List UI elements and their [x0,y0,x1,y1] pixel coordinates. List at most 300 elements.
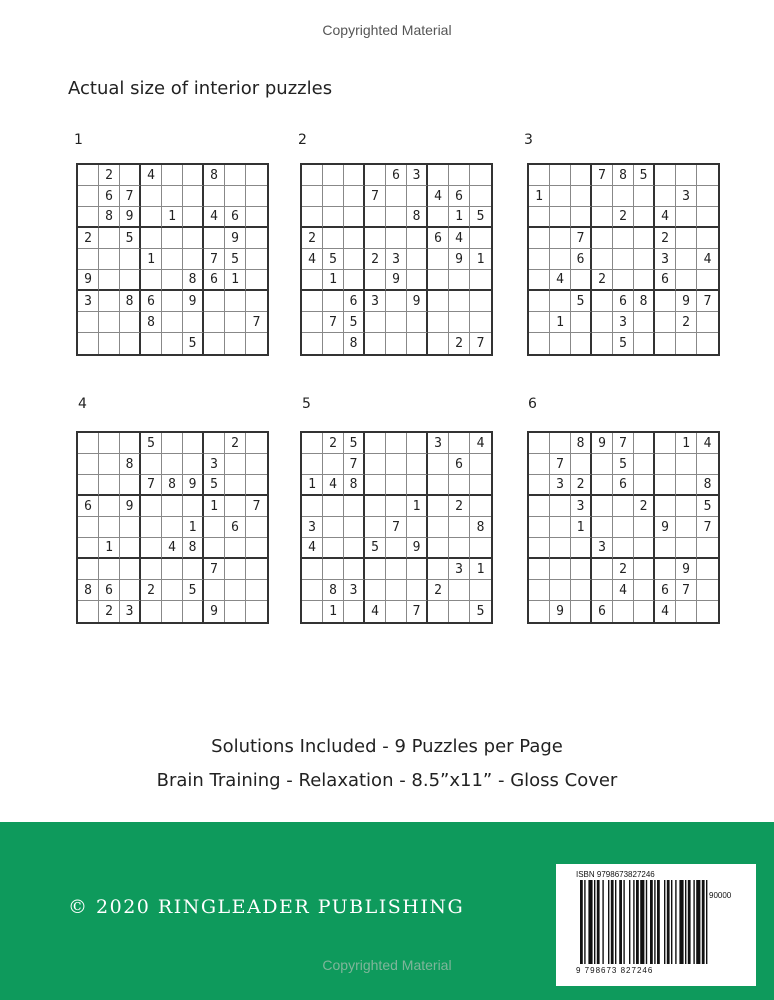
sudoku-cell [634,249,655,270]
sudoku-cell [592,228,613,249]
sudoku-cell [344,186,365,207]
sudoku-cell: 1 [183,517,204,538]
sudoku-cell [120,475,141,496]
sudoku-cell [99,312,120,333]
sudoku-cell [323,207,344,228]
sudoku-cell: 4 [162,538,183,559]
sudoku-cell [550,559,571,580]
sudoku-cell [246,517,267,538]
sudoku-cell: 2 [99,165,120,186]
sudoku-cell [655,186,676,207]
sudoku-cell [183,559,204,580]
sudoku-cell [246,454,267,475]
sudoku-cell [99,559,120,580]
barcode-bar [580,880,583,964]
sudoku-cell [634,559,655,580]
sudoku-cell: 3 [655,249,676,270]
sudoku-cell: 9 [676,291,697,312]
sudoku-cell [697,454,718,475]
sudoku-cell: 6 [386,165,407,186]
sudoku-cell [204,312,225,333]
puzzle-number: 5 [302,396,311,412]
sudoku-cell [344,249,365,270]
barcode-bar [633,880,634,964]
sudoku-cell [529,333,550,354]
sudoku-cell: 5 [613,333,634,354]
sudoku-cell [470,538,491,559]
sudoku-cell [697,228,718,249]
sudoku-cell [99,333,120,354]
sudoku-cell [550,517,571,538]
sudoku-cell [365,496,386,517]
sudoku-cell [78,165,99,186]
sudoku-cell: 5 [344,312,365,333]
barcode-bar [664,880,665,964]
sudoku-cell [302,291,323,312]
sudoku-cell [204,433,225,454]
sudoku-cell: 1 [99,538,120,559]
sudoku-cell [302,580,323,601]
sudoku-cell [204,333,225,354]
sudoku-cell [550,433,571,454]
sudoku-cell [365,165,386,186]
sudoku-cell [676,517,697,538]
sudoku-cell [78,475,99,496]
sudoku-cell: 4 [613,580,634,601]
sudoku-cell [697,333,718,354]
sudoku-cell: 3 [386,249,407,270]
sudoku-cell [529,559,550,580]
sudoku-cell: 9 [386,270,407,291]
sudoku-cell: 9 [183,475,204,496]
sudoku-cell: 1 [449,207,470,228]
sudoku-cell [162,249,183,270]
sudoku-cell: 8 [634,291,655,312]
sudoku-cell [449,291,470,312]
sudoku-cell: 5 [323,249,344,270]
sudoku-cell [344,601,365,622]
sudoku-cell [613,186,634,207]
sudoku-cell [697,207,718,228]
sudoku-cell [365,454,386,475]
sudoku-cell [634,475,655,496]
sudoku-cell [407,312,428,333]
sudoku-cell [449,517,470,538]
sudoku-cell [204,291,225,312]
barcode-bar [657,880,660,964]
sudoku-cell: 1 [529,186,550,207]
sudoku-cell [120,538,141,559]
barcode-bar [608,880,609,964]
sudoku-cell [571,601,592,622]
sudoku-cell [78,312,99,333]
sudoku-cell [592,312,613,333]
sudoku-cell [246,333,267,354]
sudoku-cell [655,333,676,354]
sudoku-cell [676,496,697,517]
sudoku-cell [344,270,365,291]
sudoku-cell: 8 [407,207,428,228]
barcode-bar [640,880,644,964]
sudoku-cell: 5 [365,538,386,559]
sudoku-cell [428,207,449,228]
sudoku-cell: 2 [449,496,470,517]
sudoku-cell [407,454,428,475]
sudoku-cell: 2 [323,433,344,454]
sudoku-cell: 7 [676,580,697,601]
sudoku-cell [697,186,718,207]
isbn-label: ISBN 9798673827246 [576,870,655,879]
sudoku-cell: 2 [99,601,120,622]
sudoku-cell [529,249,550,270]
sudoku-cell [470,580,491,601]
sudoku-cell [386,333,407,354]
sudoku-cell [141,207,162,228]
sudoku-cell [120,333,141,354]
sudoku-cell [571,559,592,580]
sudoku-cell: 6 [655,580,676,601]
sudoku-cell: 7 [571,228,592,249]
sudoku-cell [302,207,323,228]
sudoku-cell [592,496,613,517]
sudoku-cell [407,249,428,270]
sudoku-cell [99,228,120,249]
sudoku-cell: 4 [470,433,491,454]
sudoku-cell [470,291,491,312]
sudoku-cell [225,165,246,186]
sudoku-cell [634,601,655,622]
sudoku-cell [529,580,550,601]
sudoku-cell [365,270,386,291]
sudoku-cell [141,270,162,291]
sudoku-cell: 9 [78,270,99,291]
barcode-bar [584,880,585,964]
sudoku-cell: 2 [634,496,655,517]
sudoku-cell [613,601,634,622]
sudoku-cell [246,291,267,312]
barcode-bar [629,880,630,964]
sudoku-cell [323,454,344,475]
puzzle-number: 4 [78,396,87,412]
barcode-addon-label: 90000 [709,891,732,900]
barcode-bar [602,880,603,964]
sudoku-cell [571,186,592,207]
sudoku-cell [449,312,470,333]
sudoku-cell [571,165,592,186]
sudoku-cell [550,580,571,601]
sudoku-cell [78,186,99,207]
sudoku-cell [407,559,428,580]
sudoku-cell: 6 [655,270,676,291]
sudoku-cell [550,333,571,354]
barcode-bar [706,880,707,964]
sudoku-cell: 6 [449,454,470,475]
sudoku-cell [323,496,344,517]
sudoku-cell: 7 [246,312,267,333]
sudoku-cell [407,475,428,496]
sudoku-cell [225,312,246,333]
sudoku-cell [120,270,141,291]
sudoku-cell [470,454,491,475]
sudoku-cell [365,559,386,580]
sudoku-cell [592,207,613,228]
sudoku-cell: 2 [449,333,470,354]
sudoku-cell [634,433,655,454]
sudoku-cell: 1 [225,270,246,291]
sudoku-cell [246,270,267,291]
sudoku-cell [78,333,99,354]
sudoku-cell [529,538,550,559]
sudoku-grid-6 [527,431,720,624]
sudoku-cell [204,186,225,207]
sudoku-cell: 9 [204,601,225,622]
sudoku-cell: 1 [204,496,225,517]
barcode-bar [667,880,670,964]
sudoku-cell [183,165,204,186]
barcode-bars [580,880,750,964]
sudoku-cell [571,454,592,475]
sudoku-cell: 9 [183,291,204,312]
sudoku-cell [407,270,428,291]
sudoku-cell: 4 [550,270,571,291]
sudoku-cell [697,312,718,333]
sudoku-cell [99,291,120,312]
sudoku-cell [550,228,571,249]
sudoku-cell: 1 [550,312,571,333]
sudoku-cell [225,333,246,354]
sudoku-cell [225,454,246,475]
sudoku-cell: 5 [120,228,141,249]
sudoku-cell [141,186,162,207]
sudoku-cell [386,496,407,517]
sudoku-grid-3 [527,163,720,356]
sudoku-cell: 4 [302,538,323,559]
sudoku-cell [323,333,344,354]
puzzle-number: 1 [74,132,83,148]
barcode-bar [654,880,655,964]
sudoku-cell [246,207,267,228]
sudoku-cell [428,312,449,333]
sudoku-cell: 6 [78,496,99,517]
sudoku-cell [529,207,550,228]
sudoku-cell [655,433,676,454]
sudoku-cell [571,538,592,559]
sudoku-cell [470,270,491,291]
sudoku-cell [162,496,183,517]
info-line-features: Brain Training - Relaxation - 8.5”x11” - Gloss Cover [156,770,618,791]
sudoku-cell: 1 [571,517,592,538]
sudoku-cell: 5 [571,291,592,312]
barcode-bar [611,880,614,964]
sudoku-cell [571,580,592,601]
sudoku-cell: 1 [407,496,428,517]
watermark-bottom: Copyrighted Material [322,957,452,973]
sudoku-cell [428,291,449,312]
sudoku-cell [183,186,204,207]
sudoku-cell: 1 [302,475,323,496]
sudoku-cell: 1 [323,270,344,291]
sudoku-cell [344,496,365,517]
sudoku-grid-1 [76,163,269,356]
sudoku-cell: 8 [323,580,344,601]
sudoku-cell [386,433,407,454]
sudoku-cell [386,186,407,207]
sudoku-cell [634,270,655,291]
sudoku-cell [571,207,592,228]
sudoku-cell [386,580,407,601]
sudoku-cell [183,601,204,622]
sudoku-cell: 8 [78,580,99,601]
publisher-name: © 2020 RINGLEADER PUBLISHING [68,896,465,918]
sudoku-cell [676,249,697,270]
sudoku-cell [428,475,449,496]
sudoku-cell [634,580,655,601]
sudoku-cell [162,559,183,580]
sudoku-cell: 2 [655,228,676,249]
puzzle-number: 3 [524,132,533,148]
puzzle-number: 6 [528,396,537,412]
sudoku-cell: 7 [476,336,485,351]
sudoku-cell [386,454,407,475]
sudoku-cell [676,333,697,354]
sudoku-cell [162,517,183,538]
sudoku-cell: 2 [365,249,386,270]
sudoku-cell: 3 [676,186,697,207]
sudoku-cell [78,207,99,228]
sudoku-cell [655,291,676,312]
sudoku-cell: 7 [697,517,718,538]
sudoku-cell [99,517,120,538]
sudoku-cell [344,228,365,249]
sudoku-cell [529,475,550,496]
sudoku-cell [592,291,613,312]
sudoku-cell [246,165,267,186]
sudoku-cell [302,433,323,454]
sudoku-cell [204,580,225,601]
sudoku-cell [634,517,655,538]
sudoku-cell [676,228,697,249]
sudoku-cell [183,312,204,333]
sudoku-cell [655,538,676,559]
sudoku-cell [225,601,246,622]
sudoku-cell: 7 [613,433,634,454]
sudoku-cell [365,228,386,249]
sudoku-cell [344,559,365,580]
sudoku-cell [302,186,323,207]
sudoku-cell [529,433,550,454]
sudoku-cell: 6 [99,186,120,207]
sudoku-cell [386,538,407,559]
sudoku-cell [428,517,449,538]
sudoku-cell: 4 [323,475,344,496]
sudoku-cell: 4 [655,601,676,622]
sudoku-cell: 1 [141,249,162,270]
sudoku-cell [99,475,120,496]
sudoku-cell [78,538,99,559]
sudoku-cell [529,312,550,333]
sudoku-cell [676,538,697,559]
sudoku-cell [613,538,634,559]
sudoku-cell [246,580,267,601]
sudoku-cell: 4 [697,249,718,270]
sudoku-cell: 4 [655,207,676,228]
barcode-bar [619,880,622,964]
sudoku-cell [344,517,365,538]
sudoku-cell [183,207,204,228]
sudoku-cell [428,270,449,291]
sudoku-cell [246,475,267,496]
sudoku-cell [634,454,655,475]
sudoku-cell [141,517,162,538]
sudoku-cell [99,249,120,270]
barcode-bar [679,880,683,964]
sudoku-cell: 7 [204,249,225,270]
sudoku-cell [302,601,323,622]
sudoku-cell [592,559,613,580]
sudoku-cell [302,496,323,517]
sudoku-cell [449,538,470,559]
barcode-bar [650,880,653,964]
sudoku-cell [529,228,550,249]
sudoku-cell: 9 [407,291,428,312]
sudoku-cell: 6 [141,291,162,312]
barcode-digits: 9 798673 827246 [576,966,654,975]
sudoku-cell: 8 [183,270,204,291]
sudoku-cell [183,249,204,270]
sudoku-cell [407,580,428,601]
sudoku-cell [550,496,571,517]
sudoku-cell [204,538,225,559]
sudoku-cell [225,475,246,496]
sudoku-cell [613,270,634,291]
sudoku-cell: 1 [162,207,183,228]
sudoku-cell [162,601,183,622]
sudoku-cell [141,496,162,517]
barcode-bar [671,880,672,964]
sudoku-cell [592,333,613,354]
sudoku-cell [302,454,323,475]
sudoku-cell [407,228,428,249]
sudoku-cell: 9 [120,207,141,228]
sudoku-cell [428,454,449,475]
sudoku-cell [571,270,592,291]
sudoku-cell: 6 [592,601,613,622]
sudoku-cell: 8 [204,165,225,186]
sudoku-cell [634,333,655,354]
sudoku-cell [529,496,550,517]
sudoku-cell [120,249,141,270]
sudoku-cell [78,454,99,475]
sudoku-cell [323,559,344,580]
sudoku-cell: 8 [99,207,120,228]
barcode-bar [685,880,686,964]
sudoku-cell: 2 [302,228,323,249]
sudoku-cell [162,580,183,601]
sudoku-cell [141,454,162,475]
sudoku-cell: 2 [428,580,449,601]
sudoku-cell: 7 [141,475,162,496]
sudoku-cell [697,580,718,601]
sudoku-cell: 4 [697,433,718,454]
sudoku-cell [697,601,718,622]
sudoku-cell: 7 [204,559,225,580]
sudoku-cell [613,228,634,249]
sudoku-cell: 4 [204,207,225,228]
sudoku-cell [676,454,697,475]
sudoku-cell: 8 [697,475,718,496]
sudoku-cell: 7 [550,454,571,475]
sudoku-cell [162,312,183,333]
